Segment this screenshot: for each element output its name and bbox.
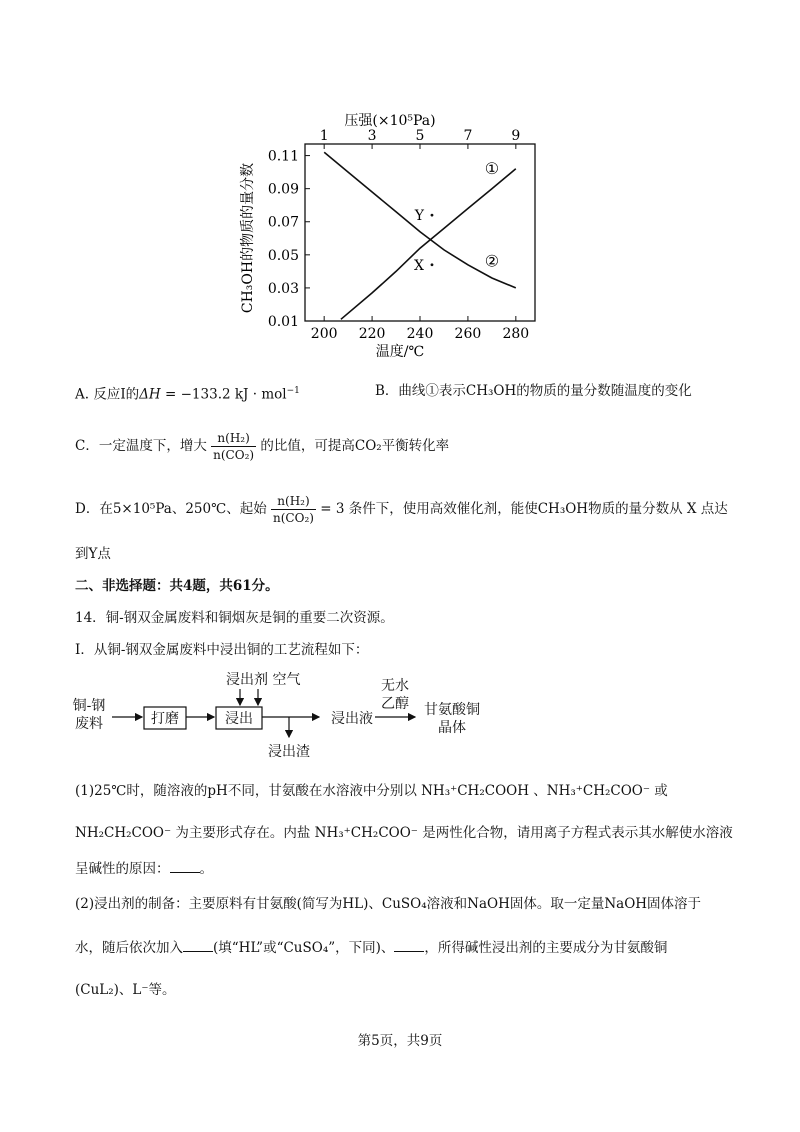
chart-y-axis-title: CH₃OH的物质的量分数 bbox=[240, 162, 256, 314]
flow-condition-1: 无水 bbox=[381, 678, 409, 694]
flow-raw-material-1: 铜-钢 bbox=[72, 698, 106, 714]
option-d-fraction bbox=[271, 493, 316, 526]
series-label-2: ② bbox=[484, 251, 500, 271]
option-a-label: A. bbox=[75, 386, 90, 403]
option-d-prefix: D．在5×10⁵Pa、250℃、起始 bbox=[75, 501, 267, 517]
methanol-chart bbox=[230, 108, 560, 363]
x-tick-label: 240 bbox=[406, 326, 434, 342]
option-a-sup: −1 bbox=[286, 386, 300, 396]
flow-step-grind: 打磨 bbox=[151, 711, 179, 727]
y-tick-label: 0.05 bbox=[267, 247, 299, 264]
y-tick-label: 0.01 bbox=[267, 314, 299, 330]
x-tick-label: 260 bbox=[454, 326, 482, 342]
q2-line-2 bbox=[75, 938, 667, 958]
q1-answer-blank[interactable] bbox=[170, 860, 200, 873]
flow-product-2: 晶体 bbox=[438, 720, 466, 736]
q2-line-2-text-c: ，所得碱性浸出剂的主要成分为甘氨酸铜 bbox=[424, 940, 668, 956]
option-c-fraction bbox=[211, 430, 256, 463]
section-heading: 二、非选择题：共4题，共61分。 bbox=[75, 578, 279, 594]
flow-residue: 浸出渣 bbox=[268, 744, 310, 760]
option-a-text: 反应I的 bbox=[93, 386, 140, 403]
top-tick-label: 5 bbox=[415, 128, 425, 144]
option-c-prefix: C．一定温度下，增大 bbox=[75, 438, 207, 454]
option-a bbox=[75, 381, 300, 405]
option-d-continued: 到Y点 bbox=[75, 546, 111, 562]
q2-answer-blank-2[interactable] bbox=[394, 939, 424, 952]
option-c-denominator: n(CO₂) bbox=[213, 448, 255, 462]
top-tick-label: 9 bbox=[511, 128, 521, 144]
q1-line-3 bbox=[75, 859, 213, 879]
flow-product-1: 甘氨酸铜 bbox=[424, 702, 480, 718]
series-label-1: ① bbox=[484, 158, 500, 178]
option-c-numerator: n(H₂) bbox=[211, 430, 256, 447]
point-x-label: X bbox=[414, 257, 424, 274]
x-tick-label: 200 bbox=[310, 326, 338, 342]
series-line-1 bbox=[341, 169, 516, 319]
q1-line-1: (1)25℃时，随溶液的pH不同，甘氨酸在水溶液中分别以 NH₃⁺CH₂COOH 、NH₃⁺CH₂COO⁻ 或 bbox=[75, 783, 668, 799]
flow-leachate: 浸出液 bbox=[331, 711, 373, 727]
option-b: B．曲线①表示CH₃OH的物质的量分数随温度的变化 bbox=[375, 383, 692, 399]
question-14-part-i: I．从铜-钢双金属废料中浸出铜的工艺流程如下： bbox=[75, 642, 369, 658]
point-y-marker bbox=[431, 214, 434, 217]
option-d-numerator: n(H₂) bbox=[271, 493, 316, 510]
option-a-value: = −133.2 kJ · mol bbox=[160, 386, 287, 403]
y-tick-label: 0.09 bbox=[267, 181, 299, 198]
y-tick-label: 0.07 bbox=[267, 214, 299, 231]
flow-reagents: 浸出剂 空气 bbox=[226, 672, 301, 688]
flow-condition-2: 乙醇 bbox=[381, 696, 409, 712]
question-14: 14．铜-钢双金属废料和铜烟灰是铜的重要二次资源。 bbox=[75, 610, 394, 626]
option-d-suffix: = 3 条件下，使用高效催化剂，能使CH₃OH物质的量分数从 X 点达 bbox=[320, 501, 728, 517]
q1-line-3-end: 。 bbox=[199, 861, 213, 877]
option-c-suffix: 的比值，可提高CO₂平衡转化率 bbox=[260, 438, 450, 454]
q2-line-3: (CuL₂)、L⁻等。 bbox=[75, 982, 176, 998]
point-y-label: Y bbox=[414, 208, 424, 225]
top-tick-label: 3 bbox=[367, 128, 377, 144]
top-tick-label: 7 bbox=[463, 128, 473, 144]
y-tick-label: 0.11 bbox=[267, 148, 299, 165]
page-footer: 第5页，共9页 bbox=[357, 1033, 443, 1049]
x-tick-label: 280 bbox=[502, 326, 530, 342]
q2-answer-blank-1[interactable] bbox=[183, 939, 213, 952]
point-x-marker bbox=[431, 263, 434, 266]
q2-line-2-text-a: 水，随后依次加入 bbox=[75, 940, 183, 956]
chart-plot-area bbox=[268, 128, 535, 342]
top-tick-label: 1 bbox=[319, 128, 329, 144]
chart-top-axis-title: 压强(×10⁵Pa) bbox=[344, 113, 436, 129]
flow-step-leach: 浸出 bbox=[225, 711, 253, 727]
q2-line-2-text-b: (填“HL”或“CuSO₄”，下同)、 bbox=[213, 940, 395, 956]
q2-line-1: (2)浸出剂的制备：主要原料有甘氨酸(简写为HL)、CuSO₄溶液和NaOH固体。取一定量NaOH固体溶于 bbox=[75, 896, 702, 912]
q1-line-2: NH₂CH₂COO⁻ 为主要形式存在。内盐 NH₃⁺CH₂COO⁻ 是两性化合物，请用离子方程式表示其水解使水溶液 bbox=[75, 825, 733, 841]
q1-line-3-text: 呈碱性的原因： bbox=[75, 861, 170, 877]
option-d-denominator: n(CO₂) bbox=[273, 511, 314, 525]
flow-raw-material-2: 废料 bbox=[75, 716, 103, 732]
option-d bbox=[75, 487, 728, 531]
option-a-delta: ΔH bbox=[139, 386, 161, 403]
option-c bbox=[75, 424, 449, 468]
process-flow-diagram bbox=[70, 664, 510, 764]
y-tick-label: 0.03 bbox=[267, 280, 299, 297]
chart-x-axis-title: 温度/℃ bbox=[375, 344, 425, 360]
x-tick-label: 220 bbox=[358, 326, 386, 342]
